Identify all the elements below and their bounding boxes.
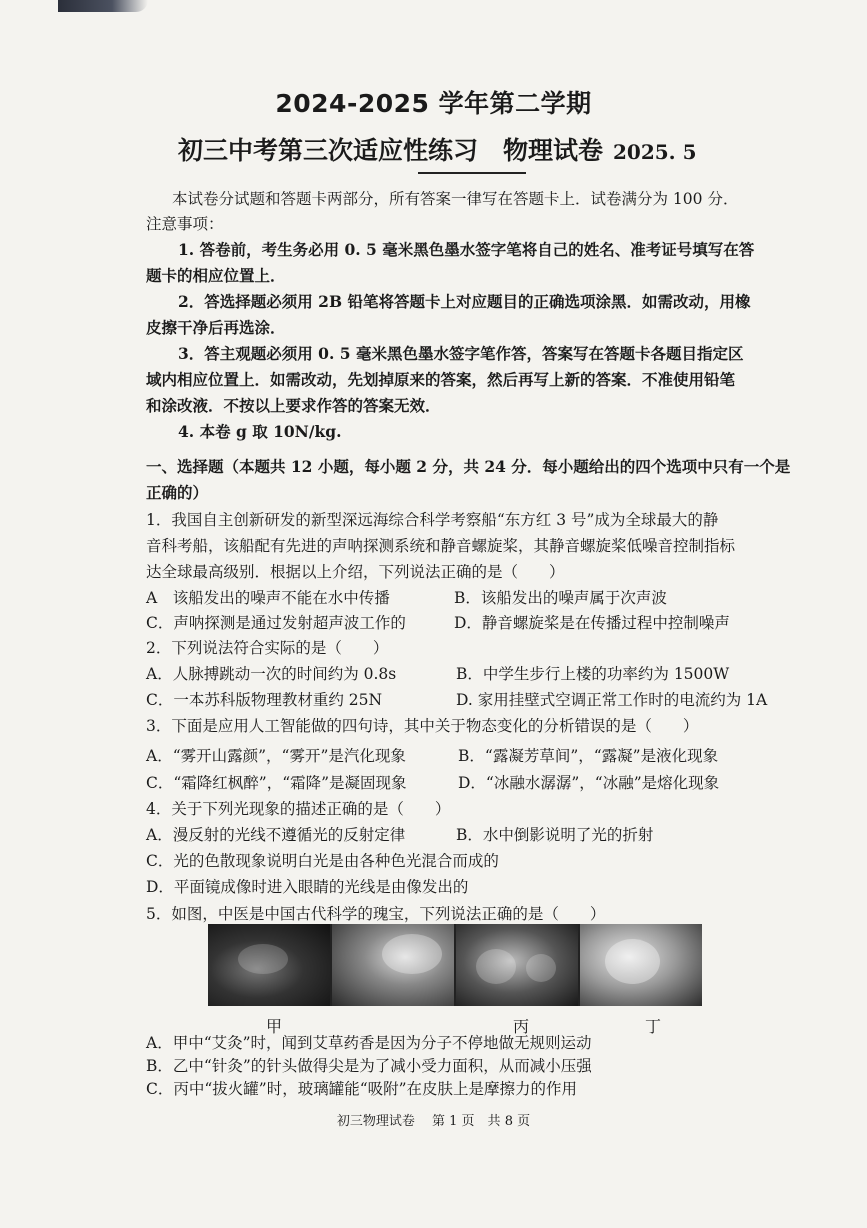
exam-date: 2025. 5	[613, 140, 697, 164]
notice-1b: 题卡的相应位置上．	[146, 266, 286, 285]
q3-option-a: A．“雾开山露颜”，“雾开”是汽化现象	[146, 747, 406, 765]
notice-1a: 1. 答卷前，考生务必用 0. 5 毫米黑色墨水签字笔将自己的姓名、准考证号填写在答	[178, 240, 755, 259]
tcm-figure	[208, 924, 702, 1006]
q1-stem: 音科考船，该船配有先进的声呐探测系统和静音螺旋桨，其静音螺旋桨低噪音控制指标	[146, 537, 736, 555]
q2-option-c: C．一本苏科版物理教材重约 25N	[146, 691, 383, 709]
notice-3b: 域内相应位置上．如需改动，先划掉原来的答案，然后再写上新的答案．不准使用铅笔	[146, 370, 736, 389]
notice-3a: 3．答主观题必须用 0. 5 毫米黑色墨水签字笔作答，答案写在答题卡各题目指定区	[178, 344, 744, 363]
caption-bing: 丙	[513, 1017, 530, 1036]
q3-stem: 3．下面是应用人工智能做的四句诗，其中关于物态变化的分析错误的是（ ）	[146, 717, 699, 735]
scraping-photo	[580, 924, 702, 1006]
q1-option-b: B．该船发出的噪声属于次声波	[454, 589, 667, 607]
q3-option-d: D．“冰融水潺潺”，“冰融”是熔化现象	[458, 774, 720, 792]
notice-4: 4. 本卷 g 取 10N/kg.	[178, 422, 342, 441]
page-footer: 初三物理试卷 第 1 页 共 8 页	[336, 1114, 531, 1129]
q1-option-d: D．静音螺旋桨是在传播过程中控制噪声	[454, 614, 730, 632]
q4-stem: 4．关于下列光现象的描述正确的是（ ）	[146, 800, 451, 818]
notice-3c: 和涂改液．不按以上要求作答的答案无效．	[146, 396, 441, 415]
q5-option-a: A．甲中“艾灸”时，闻到艾草药香是因为分子不停地做无规则运动	[146, 1034, 592, 1052]
q2-stem: 2．下列说法符合实际的是（ ）	[146, 639, 389, 657]
q4-option-b: B．水中倒影说明了光的折射	[456, 826, 654, 844]
caption-ding: 丁	[645, 1017, 662, 1036]
q2-option-d: D. 家用挂壁式空调正常工作时的电流约为 1A	[456, 691, 768, 709]
acupuncture-photo	[332, 924, 454, 1006]
title-underline	[418, 172, 526, 174]
notice-label: 注意事项：	[146, 215, 224, 233]
q1-option-c: C．声呐探测是通过发射超声波工作的	[146, 614, 406, 632]
q3-option-c: C．“霜降红枫醉”，“霜降”是凝固现象	[146, 774, 407, 792]
q1-stem: 1．我国自主创新研发的新型深远海综合科学考察船“东方红 3 号”成为全球最大的静	[146, 511, 719, 529]
notice-2a: 2．答选择题必须用 2B 铅笔将答题卡上对应题目的正确选项涂黑．如需改动，用橡	[178, 292, 751, 311]
cupping-photo	[456, 924, 578, 1006]
q5-stem: 5．如图，中医是中国古代科学的瑰宝，下列说法正确的是（ ）	[146, 905, 606, 923]
exam-main-title	[178, 131, 778, 167]
intro-line: 本试卷分试题和答题卡两部分，所有答案一律写在答题卡上．试卷满分为 100 分．	[172, 190, 739, 208]
section-heading: 一、选择题（本题共 12 小题，每小题 2 分，共 24 分．每小题给出的四个选项中只有一个是	[146, 457, 791, 476]
q5-option-c: C．丙中“拔火罐”时，玻璃罐能“吸附”在皮肤上是摩擦力的作用	[146, 1080, 578, 1098]
moxibustion-photo	[208, 924, 330, 1006]
exam-name: 初三中考第三次适应性练习 物理试卷	[178, 136, 604, 165]
q1-option-a: A 该船发出的噪声不能在水中传播	[146, 589, 390, 607]
q1-stem: 达全球最高级别．根据以上介绍，下列说法正确的是（ ）	[146, 563, 565, 581]
notice-2b: 皮擦干净后再选涂．	[146, 318, 286, 337]
scan-edge-mark	[58, 0, 148, 12]
caption-jia: 甲	[266, 1017, 283, 1036]
q5-option-b: B．乙中“针灸”的针头做得尖是为了减小受力面积，从而减小压强	[146, 1057, 592, 1075]
q3-option-b: B．“露凝芳草间”，“露凝”是液化现象	[458, 747, 719, 765]
q2-option-b: B．中学生步行上楼的功率约为 1500W	[456, 665, 730, 683]
section-heading-cont: 正确的）	[146, 483, 209, 502]
q4-option-c: C．光的色散现象说明白光是由各种色光混合而成的	[146, 852, 499, 870]
q4-option-d: D．平面镜成像时进入眼睛的光线是由像发出的	[146, 878, 469, 896]
exam-term-title: 2024-2025 学年第二学期	[275, 89, 592, 118]
q2-option-a: A．人脉搏跳动一次的时间约为 0.8s	[146, 665, 397, 683]
q4-option-a: A．漫反射的光线不遵循光的反射定律	[146, 826, 406, 844]
